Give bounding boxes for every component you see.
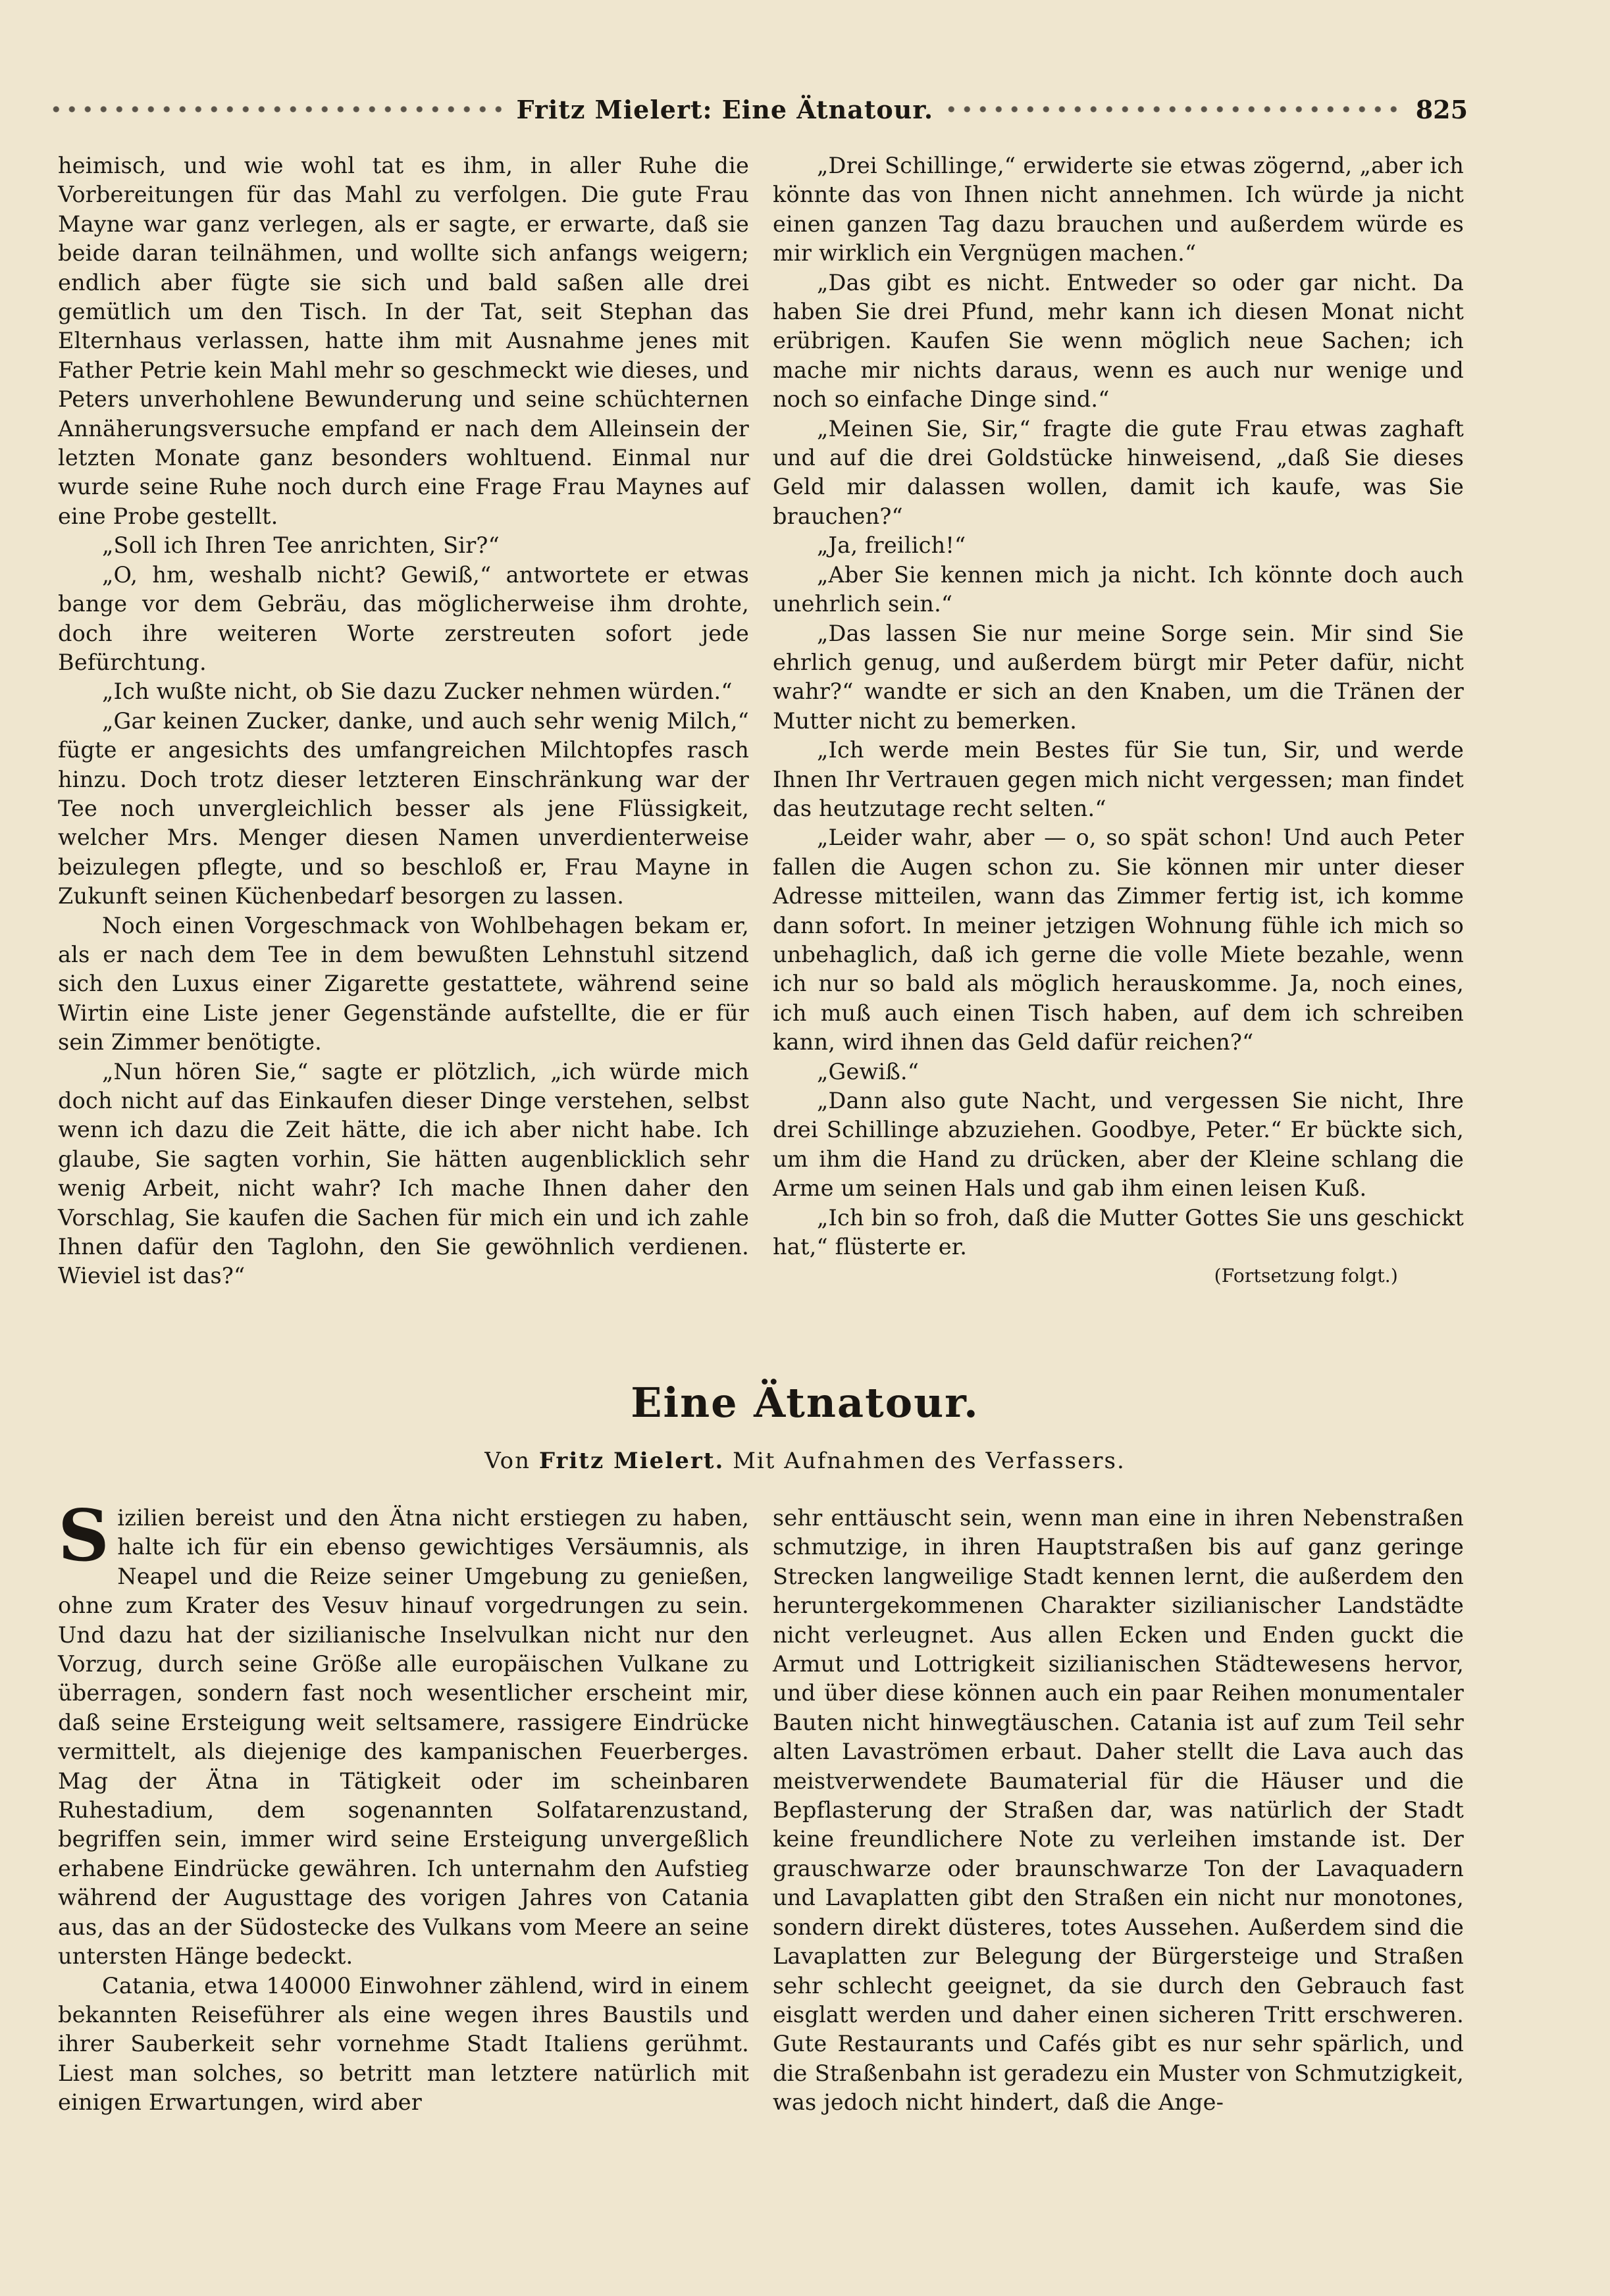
paragraph: „Dann also gute Nacht, und vergessen Sie nicht, Ihre drei Schillinge abzuziehen. Goodbye, Peter.“ Er bückte sich, um ihm die Hand zu drücken, aber der Kleine schlang die Arme um seinen Hals und gab ihm einen leisen Kuß. <box>773 1088 1464 1202</box>
column-right-story <box>773 151 1464 1291</box>
paragraph: „Ja, freilich!“ <box>817 532 966 559</box>
column-left-story <box>58 151 749 1291</box>
paragraph: Noch einen Vorgeschmack von Wohlbehagen bekam er, als er nach dem Tee in dem bewußten Lehnstuhl sitzend sich den Luxus einer Zigarette gestattete, während seine Wirtin eine Liste jener Gegenstände aufstellte, die er für sein Zimmer benötigte. <box>58 912 749 1056</box>
paragraph: „Das lassen Sie nur meine Sorge sein. Mir sind Sie ehrlich genug, und außerdem bürgt mir Peter dafür, nicht wahr?“ wandte er sich an den Knaben, um die Tränen der Mutter nicht zu bemerken. <box>773 620 1464 734</box>
header-ornament-right <box>948 103 1397 116</box>
paragraph: „Leider wahr, aber — o, so spät schon! Und auch Peter fallen die Augen schon zu. Sie können mir unter dieser Adresse mitteilen, wann das Zimmer fertig ist, ich komme dann sofort. In meiner jetzigen Wohnung fühle ich mich so unbehaglich, daß ich gerne die volle Miete bezahle, wenn ich nur so bald als möglich herauskomme. Ja, noch eines, ich muß auch einen Tisch haben, auf dem ich schreiben kann, wird ihnen das Geld dafür reichen?“ <box>773 825 1464 1056</box>
paragraph: „Aber Sie kennen mich ja nicht. Ich könnte doch auch unehrlich sein.“ <box>773 561 1464 617</box>
paragraph: Catania, etwa 140000 Einwohner zählend, wird in einem bekannten Reiseführer als eine wegen ihres Baustils und ihrer Sauberkeit sehr vornehme Stadt Italiens gerühmt. Liest man solches, so betritt man letztere natürlich mit einigen Erwartungen, wird aber <box>58 1972 749 2116</box>
header-ornament-left <box>53 103 502 116</box>
article-column-right <box>773 1504 1464 2118</box>
paragraph: „Gar keinen Zucker, danke, und auch sehr wenig Milch,“ fügte er angesichts des umfangreichen Milchtopfes rasch hinzu. Doch trotz dieser letzteren Einschränkung war der Tee noch unvergleichlich besser als jene Flüssigkeit, welcher Mrs. Menger diesen Namen unverdienterweise beizulegen pflegte, und so beschloß er, Frau Mayne in Zukunft seinen Küchenbedarf besorgen zu lassen. <box>58 707 749 909</box>
paragraph: heimisch, und wie wohl tat es ihm, in aller Ruhe die Vorbereitungen für das Mahl zu verfolgen. Die gute Frau Mayne war ganz verlegen, als er sagte, er erwarte, daß sie beide daran teilnähmen, und wollte sich anfangs weigern; endlich aber fügte sie sich und bald saßen alle drei gemütlich um den Tisch. In der Tat, seit Stephan das Elternhaus verlassen, hatte ihm mit Ausnahme jenes mit Father Petrie kein Mahl mehr so geschmeckt wie dieses, und Peters unverhohlene Bewunderung und seine schüchternen Annäherungsversuche empfand er nach dem Alleinsein der letzten Monate ganz besonders wohltuend. Einmal nur wurde seine Ruhe noch durch eine Frage Frau Maynes auf eine Probe gestellt. <box>58 153 749 529</box>
paragraph: „Meinen Sie, Sir,“ fragte die gute Frau etwas zaghaft und auf die drei Goldstücke hinweisend, „daß Sie dieses Geld mir dalassen wollen, damit ich kaufe, was Sie brauchen?“ <box>773 415 1464 529</box>
drop-cap: S <box>58 1494 110 1577</box>
paragraph: „Gewiß.“ <box>817 1058 920 1084</box>
paragraph: „Ich bin so froh, daß die Mutter Gottes Sie uns geschickt hat,“ flüsterte er. <box>773 1204 1464 1260</box>
paragraph: „Drei Schillinge,“ erwiderte sie etwas zögernd, „aber ich könnte das von Ihnen nicht annehmen. Ich würde ja nicht einen ganzen Tag dazu brauchen und außerdem würde es mir wirklich ein Vergnügen machen.“ <box>773 153 1464 267</box>
running-title: Fritz Mielert: Eine Ätnatour. <box>516 94 934 124</box>
continuation-note: (Fortsetzung folgt.) <box>1214 1265 1398 1287</box>
paragraph: „Ich werde mein Bestes für Sie tun, Sir, und werde Ihnen Ihr Vertrauen gegen mich nicht vergessen; man findet das heutzutage recht selten.“ <box>773 737 1464 821</box>
byline-suffix: Mit Aufnahmen des Verfassers. <box>733 1448 1126 1474</box>
paragraph: „Nun hören Sie,“ sagte er plötzlich, „ich würde mich doch nicht auf das Einkaufen dieser Dinge verstehen, selbst wenn ich dazu die Zeit hätte, die ich aber nicht habe. Ich glaube, Sie sagten vorhin, Sie hätten augenblicklich sehr wenig Arbeit, nicht wahr? Ich mache Ihnen daher den Vorschlag, Sie kaufen die Sachen für mich ein und ich zahle Ihnen dafür den Taglohn, den Sie gewöhnlich verdienen. Wieviel ist das?“ <box>58 1058 749 1289</box>
paragraph <box>58 1494 749 1972</box>
article-title: Eine Ätnatour. <box>631 1379 979 1427</box>
byline-prefix: Von <box>484 1448 531 1474</box>
paragraph-text: izilien bereist und den Ätna nicht erstiegen zu haben, halte ich für ein ebenso gewichtiges Versäumnis, als Neapel und die Reize seiner Umgebung zu genießen, ohne zum Krater des Vesuv hinauf vorgedrungen zu sein. Und dazu hat der sizilianische Inselvulkan nicht nur den Vorzug, durch seine Größe alle europäischen Vulkane zu überragen, sondern fast noch wesentlicher erscheint mir, daß seine Ersteigung weit seltsamere, rassigere Eindrücke vermittelt, als diejenige des kampanischen Feuerberges. Mag der Ätna in Tätigkeit oder im scheinbaren Ruhestadium, dem sogenannten Solfatarenzustand, begriffen sein, immer wird seine Ersteigung unvergeßlich erhabene Eindrücke gewähren. Ich unternahm den Aufstieg während der Augusttage des vorigen Jahres von Catania aus, das an der Südostecke des Vulkans vom Meere an seine untersten Hänge bedeckt. <box>58 1505 749 1970</box>
running-header <box>53 91 1468 128</box>
paragraph: „Soll ich Ihren Tee anrichten, Sir?“ <box>102 532 500 559</box>
paragraph: „Ich wußte nicht, ob Sie dazu Zucker nehmen würden.“ <box>102 678 733 705</box>
byline-author: Fritz Mielert. <box>538 1448 725 1474</box>
page-number: 825 <box>1415 94 1468 124</box>
paragraph: „Das gibt es nicht. Entweder so oder gar nicht. Da haben Sie drei Pfund, mehr kann ich diesen Monat nicht erübrigen. Kaufen Sie wenn möglich neue Sachen; ich mache mir nichts daraus, wenn es auch nur wenige und noch so einfache Dinge sind.“ <box>773 269 1464 413</box>
paragraph: „O, hm, weshalb nicht? Gewiß,“ antwortete er etwas bange vor dem Gebräu, das möglicherweise ihm drohte, doch ihre weiteren Worte zerstreuten sofort jede Befürchtung. <box>58 561 749 675</box>
article-byline <box>0 1448 1610 1474</box>
paragraph: sehr enttäuscht sein, wenn man eine in ihren Nebenstraßen schmutzige, in ihren Hauptstraßen bis auf ganz geringe Strecken langweilige Stadt kennen lernt, die außerdem den heruntergekommenen Charakter sizilianischer Landstädte nicht verleugnet. Aus allen Ecken und Enden guckt die Armut und Lottrigkeit sizilianischen Städtewesens hervor, und über diese können auch ein paar Reihen monumentaler Bauten nicht hinwegtäuschen. Catania ist auf zum Teil sehr alten Lavaströmen erbaut. Daher stellt die Lava auch das meistverwendete Baumaterial für die Häuser und die Bepflasterung der Straßen dar, was natürlich der Stadt keine freundlichere Note zu verleihen imstande ist. Der grauschwarze oder braunschwarze Ton der Lavaquadern und Lavaplatten gibt den Straßen ein nicht nur monotones, sondern direkt düsteres, totes Aussehen. Außerdem sind die Lavaplatten zur Belegung der Bürgersteige und Straßen sehr schlecht geeignet, da sie durch den Gebrauch fast eisglatt werden und daher einen sicheren Tritt erschweren. Gute Restaurants und Cafés gibt es nur sehr spärlich, und die Straßenbahn ist geradezu ein Muster von Schmutzigkeit, was jedoch nicht hindert, daß die Ange- <box>773 1505 1464 2116</box>
article-column-left <box>58 1494 749 2118</box>
